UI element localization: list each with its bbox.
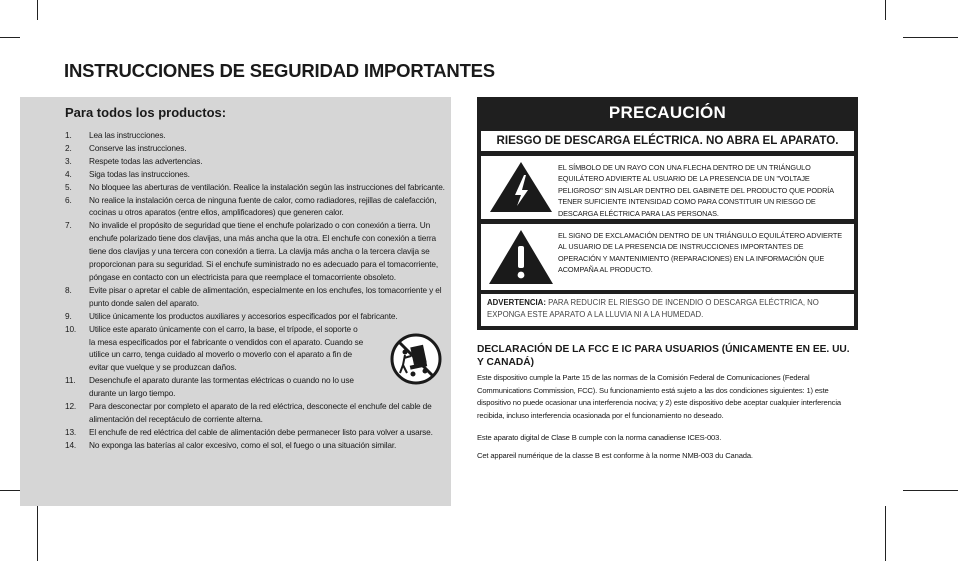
lightning-triangle-icon xyxy=(484,159,558,215)
list-item-text: Lea las instrucciones. xyxy=(89,130,166,140)
page-title: INSTRUCCIONES DE SEGURIDAD IMPORTANTES xyxy=(64,60,495,81)
voltage-warning-text: EL SÍMBOLO DE UN RAYO CON UNA FLECHA DENTRO DE UN TRIÁNGULO EQUILÁTERO ADVIERTE AL USUARIO DE LA PRESENCIA DE UN "VOLTAJE PELIGROSO" SIN AISLAR DENTRO DEL GABINETE DEL PRODUCTO QUE PODRÍA TENER SUFICIENTE INTENSIDAD COMO PARA CONSTITUIR UN RIESGO DE DESCARGA ELÉCTRICA PARA LAS PERSONAS. xyxy=(558,163,834,218)
shock-risk-banner: RIESGO DE DESCARGA ELÉCTRICA. NO ABRA EL APARATO. xyxy=(481,131,854,151)
voltage-warning-row xyxy=(481,156,854,219)
crop-mark xyxy=(0,37,20,38)
crop-mark xyxy=(885,506,886,561)
list-item-text: Conserve las instrucciones. xyxy=(89,142,187,153)
list-item-number: 8. xyxy=(65,284,72,295)
list-item-text: El enchufe de red eléctrica del cable de alimentación debe permanecer listo para volver a usarse. xyxy=(89,426,433,437)
list-item xyxy=(65,323,446,375)
list-item xyxy=(65,310,446,323)
caution-box xyxy=(477,97,858,330)
fcc-paragraph: Este dispositivo cumple la Parte 15 de las normas de la Comisión Federal de Comunicaciones (Federal Communications Commission, FCC). Su funcionamiento está sujeto a las dos condiciones siguientes: 1) este dispositivo no puede ocasionar una interferencia nociva; y 2) este dispositivo debe aceptar cualquier interferencia recibida, incluso interferencia ocasionada por el funcionamiento no deseado. xyxy=(477,373,841,421)
list-item xyxy=(65,168,446,181)
list-item xyxy=(65,426,446,439)
list-item-number: 3. xyxy=(65,155,72,166)
list-item-text: Utilice este aparato únicamente con el carro, la base, el trípode, el soporte o la mesa especificados por el fabricante o vendidos con el aparato. Cuando se utilice un carro, tenga cuidado al moverlo o moverlo con el aparato a fin de evitar que vuelque y se produzcan daños. xyxy=(89,323,364,373)
crop-mark xyxy=(903,490,958,491)
list-item-number: 1. xyxy=(65,130,72,140)
list-item-number: 13. xyxy=(65,426,77,437)
fcc-heading: DECLARACIÓN DE LA FCC E IC PARA USUARIOS (ÚNICAMENTE EN EE. UU. Y CANADÁ) xyxy=(477,344,850,368)
list-item-text: Respete todas las advertencias. xyxy=(89,155,203,166)
list-item-number: 7. xyxy=(65,220,72,231)
list-item xyxy=(65,439,446,452)
exclamation-triangle-icon xyxy=(484,227,558,287)
list-item xyxy=(65,374,446,400)
list-item-number: 5. xyxy=(65,181,72,192)
list-item-text: Desenchufe el aparato durante las tormentas eléctricas o cuando no lo use durante un largo tiempo. xyxy=(89,375,354,399)
ices-paragraph: Este aparato digital de Clase B cumple con la norma canadiense ICES-003. xyxy=(477,433,722,442)
cart-tip-over-warning-icon xyxy=(390,333,442,385)
list-item xyxy=(65,181,446,194)
nmb-paragraph: Cet appareil numérique de la classe B est conforme à la norme NMB-003 du Canada. xyxy=(477,451,753,460)
list-item-text: Evite pisar o apretar el cable de alimentación, especialmente en los enchufes, los tomacorriente y el punto donde salen del aparato. xyxy=(89,284,442,308)
list-item-number: 11. xyxy=(65,375,76,386)
exclamation-warning-text: EL SIGNO DE EXCLAMACIÓN DENTRO DE UN TRIÁNGULO EQUILÁTERO ADVIERTE AL USUARIO DE LA PRESENCIA DE INSTRUCCIONES IMPORTANTES DE OPERACIÓN Y MANTENIMIENTO (REPARACIONES) EN LA INFORMACIÓN QUE ACOMPAÑA AL PRODUCTO. xyxy=(558,231,842,275)
list-item xyxy=(65,194,446,220)
list-item-number: 12. xyxy=(65,401,77,412)
warning-label: ADVERTENCIA: xyxy=(487,298,546,307)
list-item xyxy=(65,129,446,142)
list-item-text: No invalide el propósito de seguridad que tiene el enchufe polarizado o con conexión a tierra. Un enchufe polarizado tiene dos clavijas, una más ancha que la otra. El enchufe con conexión a tierra tiene dos clavijas y una tercera con conexión a tierra. La clavija más ancha o la tercera clavija se proporcionan para su seguridad. Si el enchufe suministrado no es adecuado para el tomacorriente, póngase en contacto con un electricista para que reemplace el tomacorriente obsoleto. xyxy=(89,220,439,282)
crop-mark xyxy=(37,506,38,561)
exclamation-warning-row xyxy=(481,224,854,290)
list-item xyxy=(65,219,446,284)
list-item-number: 14. xyxy=(65,439,77,450)
crop-mark xyxy=(0,490,20,491)
list-item xyxy=(65,400,446,426)
crop-mark xyxy=(903,37,958,38)
list-item-text: Utilice únicamente los productos auxiliares y accesorios especificados por el fabricante. xyxy=(89,310,398,321)
list-item-text: No exponga las baterías al calor excesivo, como el sol, el fuego o una situación similar. xyxy=(89,439,397,450)
list-item xyxy=(65,284,446,310)
warning-note xyxy=(481,294,854,326)
safety-panel xyxy=(20,97,451,506)
crop-mark xyxy=(37,0,38,20)
warning-text: PARA REDUCIR EL RIESGO DE INCENDIO O DESCARGA ELÉCTRICA, NO EXPONGA ESTE APARATO A LA LLUVIA NI A LA HUMEDAD. xyxy=(487,298,819,320)
list-item-number: 6. xyxy=(65,194,72,205)
list-item-number: 2. xyxy=(65,142,72,153)
list-item-number: 10. xyxy=(65,323,77,334)
list-item xyxy=(65,155,446,168)
list-item-number: 9. xyxy=(65,310,72,321)
list-item-number: 4. xyxy=(65,168,72,179)
crop-mark xyxy=(885,0,886,20)
caution-title: PRECAUCIÓN xyxy=(608,103,727,122)
safety-heading: Para todos los productos: xyxy=(65,105,227,120)
list-item-text: No realice la instalación cerca de ninguna fuente de calor, como radiadores, rejillas de calefacción, cocinas u otros aparatos (entre ellos, amplificadores) que generen calor. xyxy=(89,194,437,218)
list-item xyxy=(65,142,446,155)
safety-list xyxy=(65,129,446,452)
list-item-text: No bloquee las aberturas de ventilación. Realice la instalación según las instrucciones del fabricante. xyxy=(89,181,445,192)
list-item-text: Para desconectar por completo el aparato de la red eléctrica, desconecte el enchufe del cable de alimentación del receptáculo de corriente alterna. xyxy=(89,401,432,424)
list-item-text: Siga todas las instrucciones. xyxy=(89,168,190,179)
